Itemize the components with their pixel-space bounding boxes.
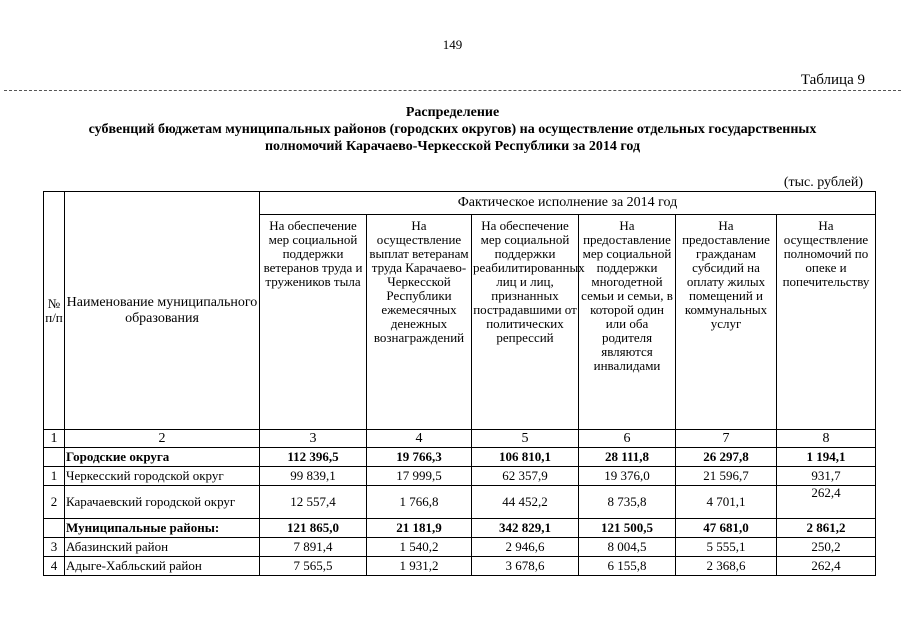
column-number: 1 bbox=[44, 430, 65, 448]
row-value: 4 701,1 bbox=[676, 486, 777, 519]
column-number: 6 bbox=[579, 430, 676, 448]
table-row bbox=[44, 557, 876, 576]
row-name: Абазинский район bbox=[65, 538, 260, 557]
row-value: 262,4 bbox=[777, 557, 876, 576]
column-number: 7 bbox=[676, 430, 777, 448]
row-value: 8 735,8 bbox=[579, 486, 676, 519]
title-line: субвенций бюджетам муниципальных районов (городских округов) на осуществление отдельных государственных bbox=[88, 122, 817, 137]
row-value: 21 596,7 bbox=[676, 467, 777, 486]
header-group: Фактическое исполнение за 2014 год bbox=[260, 192, 876, 215]
dashed-rule bbox=[4, 90, 901, 91]
column-number: 3 bbox=[260, 430, 367, 448]
row-no bbox=[44, 519, 65, 538]
row-no: 4 bbox=[44, 557, 65, 576]
row-value: 1 540,2 bbox=[367, 538, 472, 557]
row-value: 6 155,8 bbox=[579, 557, 676, 576]
document-title bbox=[0, 104, 905, 155]
header-column: На обеспечение мер социальной поддержки реабилитированных лиц и лиц, признанных пострадавшими от политических репрессий bbox=[472, 215, 579, 430]
header-row-group bbox=[44, 192, 876, 215]
row-value: 19 766,3 bbox=[367, 448, 472, 467]
row-value: 106 810,1 bbox=[472, 448, 579, 467]
row-value: 5 555,1 bbox=[676, 538, 777, 557]
header-no: № п/п bbox=[44, 192, 65, 430]
row-value: 1 194,1 bbox=[777, 448, 876, 467]
row-value: 62 357,9 bbox=[472, 467, 579, 486]
row-value: 1 931,2 bbox=[367, 557, 472, 576]
row-value: 7 565,5 bbox=[260, 557, 367, 576]
row-value: 44 452,2 bbox=[472, 486, 579, 519]
header-column: На обеспечение мер социальной поддержки ветеранов труда и тружеников тыла bbox=[260, 215, 367, 430]
table-row bbox=[44, 448, 876, 467]
row-value: 12 557,4 bbox=[260, 486, 367, 519]
row-value: 121 865,0 bbox=[260, 519, 367, 538]
table-row bbox=[44, 486, 876, 519]
header-name: Наименование муниципального образования bbox=[65, 192, 260, 430]
column-number: 2 bbox=[65, 430, 260, 448]
column-number-row bbox=[44, 430, 876, 448]
page-number: 149 bbox=[442, 37, 463, 52]
subsidy-table bbox=[43, 191, 876, 576]
row-value: 2 861,2 bbox=[777, 519, 876, 538]
row-value: 112 396,5 bbox=[260, 448, 367, 467]
row-name: Карачаевский городской округ bbox=[65, 486, 260, 519]
title-line: полномочий Карачаево-Черкесской Республики за 2014 год bbox=[264, 139, 641, 154]
row-value: 8 004,5 bbox=[579, 538, 676, 557]
row-value: 21 181,9 bbox=[367, 519, 472, 538]
row-value: 342 829,1 bbox=[472, 519, 579, 538]
column-number: 5 bbox=[472, 430, 579, 448]
row-value: 17 999,5 bbox=[367, 467, 472, 486]
column-number: 4 bbox=[367, 430, 472, 448]
row-no: 2 bbox=[44, 486, 65, 519]
row-value: 99 839,1 bbox=[260, 467, 367, 486]
row-value: 1 766,8 bbox=[367, 486, 472, 519]
column-number: 8 bbox=[777, 430, 876, 448]
row-name: Адыге-Хабльский район bbox=[65, 557, 260, 576]
row-value: 931,7 bbox=[777, 467, 876, 486]
row-value: 2 368,6 bbox=[676, 557, 777, 576]
row-name: Черкесский городской округ bbox=[65, 467, 260, 486]
row-value: 121 500,5 bbox=[579, 519, 676, 538]
title-line: Распределение bbox=[405, 105, 500, 120]
header-column: На предоставление гражданам субсидий на оплату жилых помещений и коммунальных услуг bbox=[676, 215, 777, 430]
header-column: На предоставление мер социальной поддержки многодетной семьи и семьи, в которой один или оба родителя являются инвалидами bbox=[579, 215, 676, 430]
row-no: 3 bbox=[44, 538, 65, 557]
units-label: (тыс. рублей) bbox=[783, 175, 863, 190]
row-no: 1 bbox=[44, 467, 65, 486]
table-row bbox=[44, 538, 876, 557]
row-no bbox=[44, 448, 65, 467]
row-value: 7 891,4 bbox=[260, 538, 367, 557]
row-value: 28 111,8 bbox=[579, 448, 676, 467]
header-column: На осуществление выплат ветеранам труда Карачаево-Черкесской Республики ежемесячных денежных вознаграждений bbox=[367, 215, 472, 430]
row-value: 47 681,0 bbox=[676, 519, 777, 538]
row-name: Городские округа bbox=[65, 448, 260, 467]
row-value: 19 376,0 bbox=[579, 467, 676, 486]
row-name: Муниципальные районы: bbox=[65, 519, 260, 538]
table-row bbox=[44, 467, 876, 486]
row-value: 250,2 bbox=[777, 538, 876, 557]
row-value: 26 297,8 bbox=[676, 448, 777, 467]
row-value: 3 678,6 bbox=[472, 557, 579, 576]
header-column: На осуществление полномочий по опеке и попечительству bbox=[777, 215, 876, 430]
row-value: 262,4 bbox=[777, 486, 876, 519]
row-value: 2 946,6 bbox=[472, 538, 579, 557]
table-label: Таблица 9 bbox=[800, 72, 865, 88]
table-row bbox=[44, 519, 876, 538]
